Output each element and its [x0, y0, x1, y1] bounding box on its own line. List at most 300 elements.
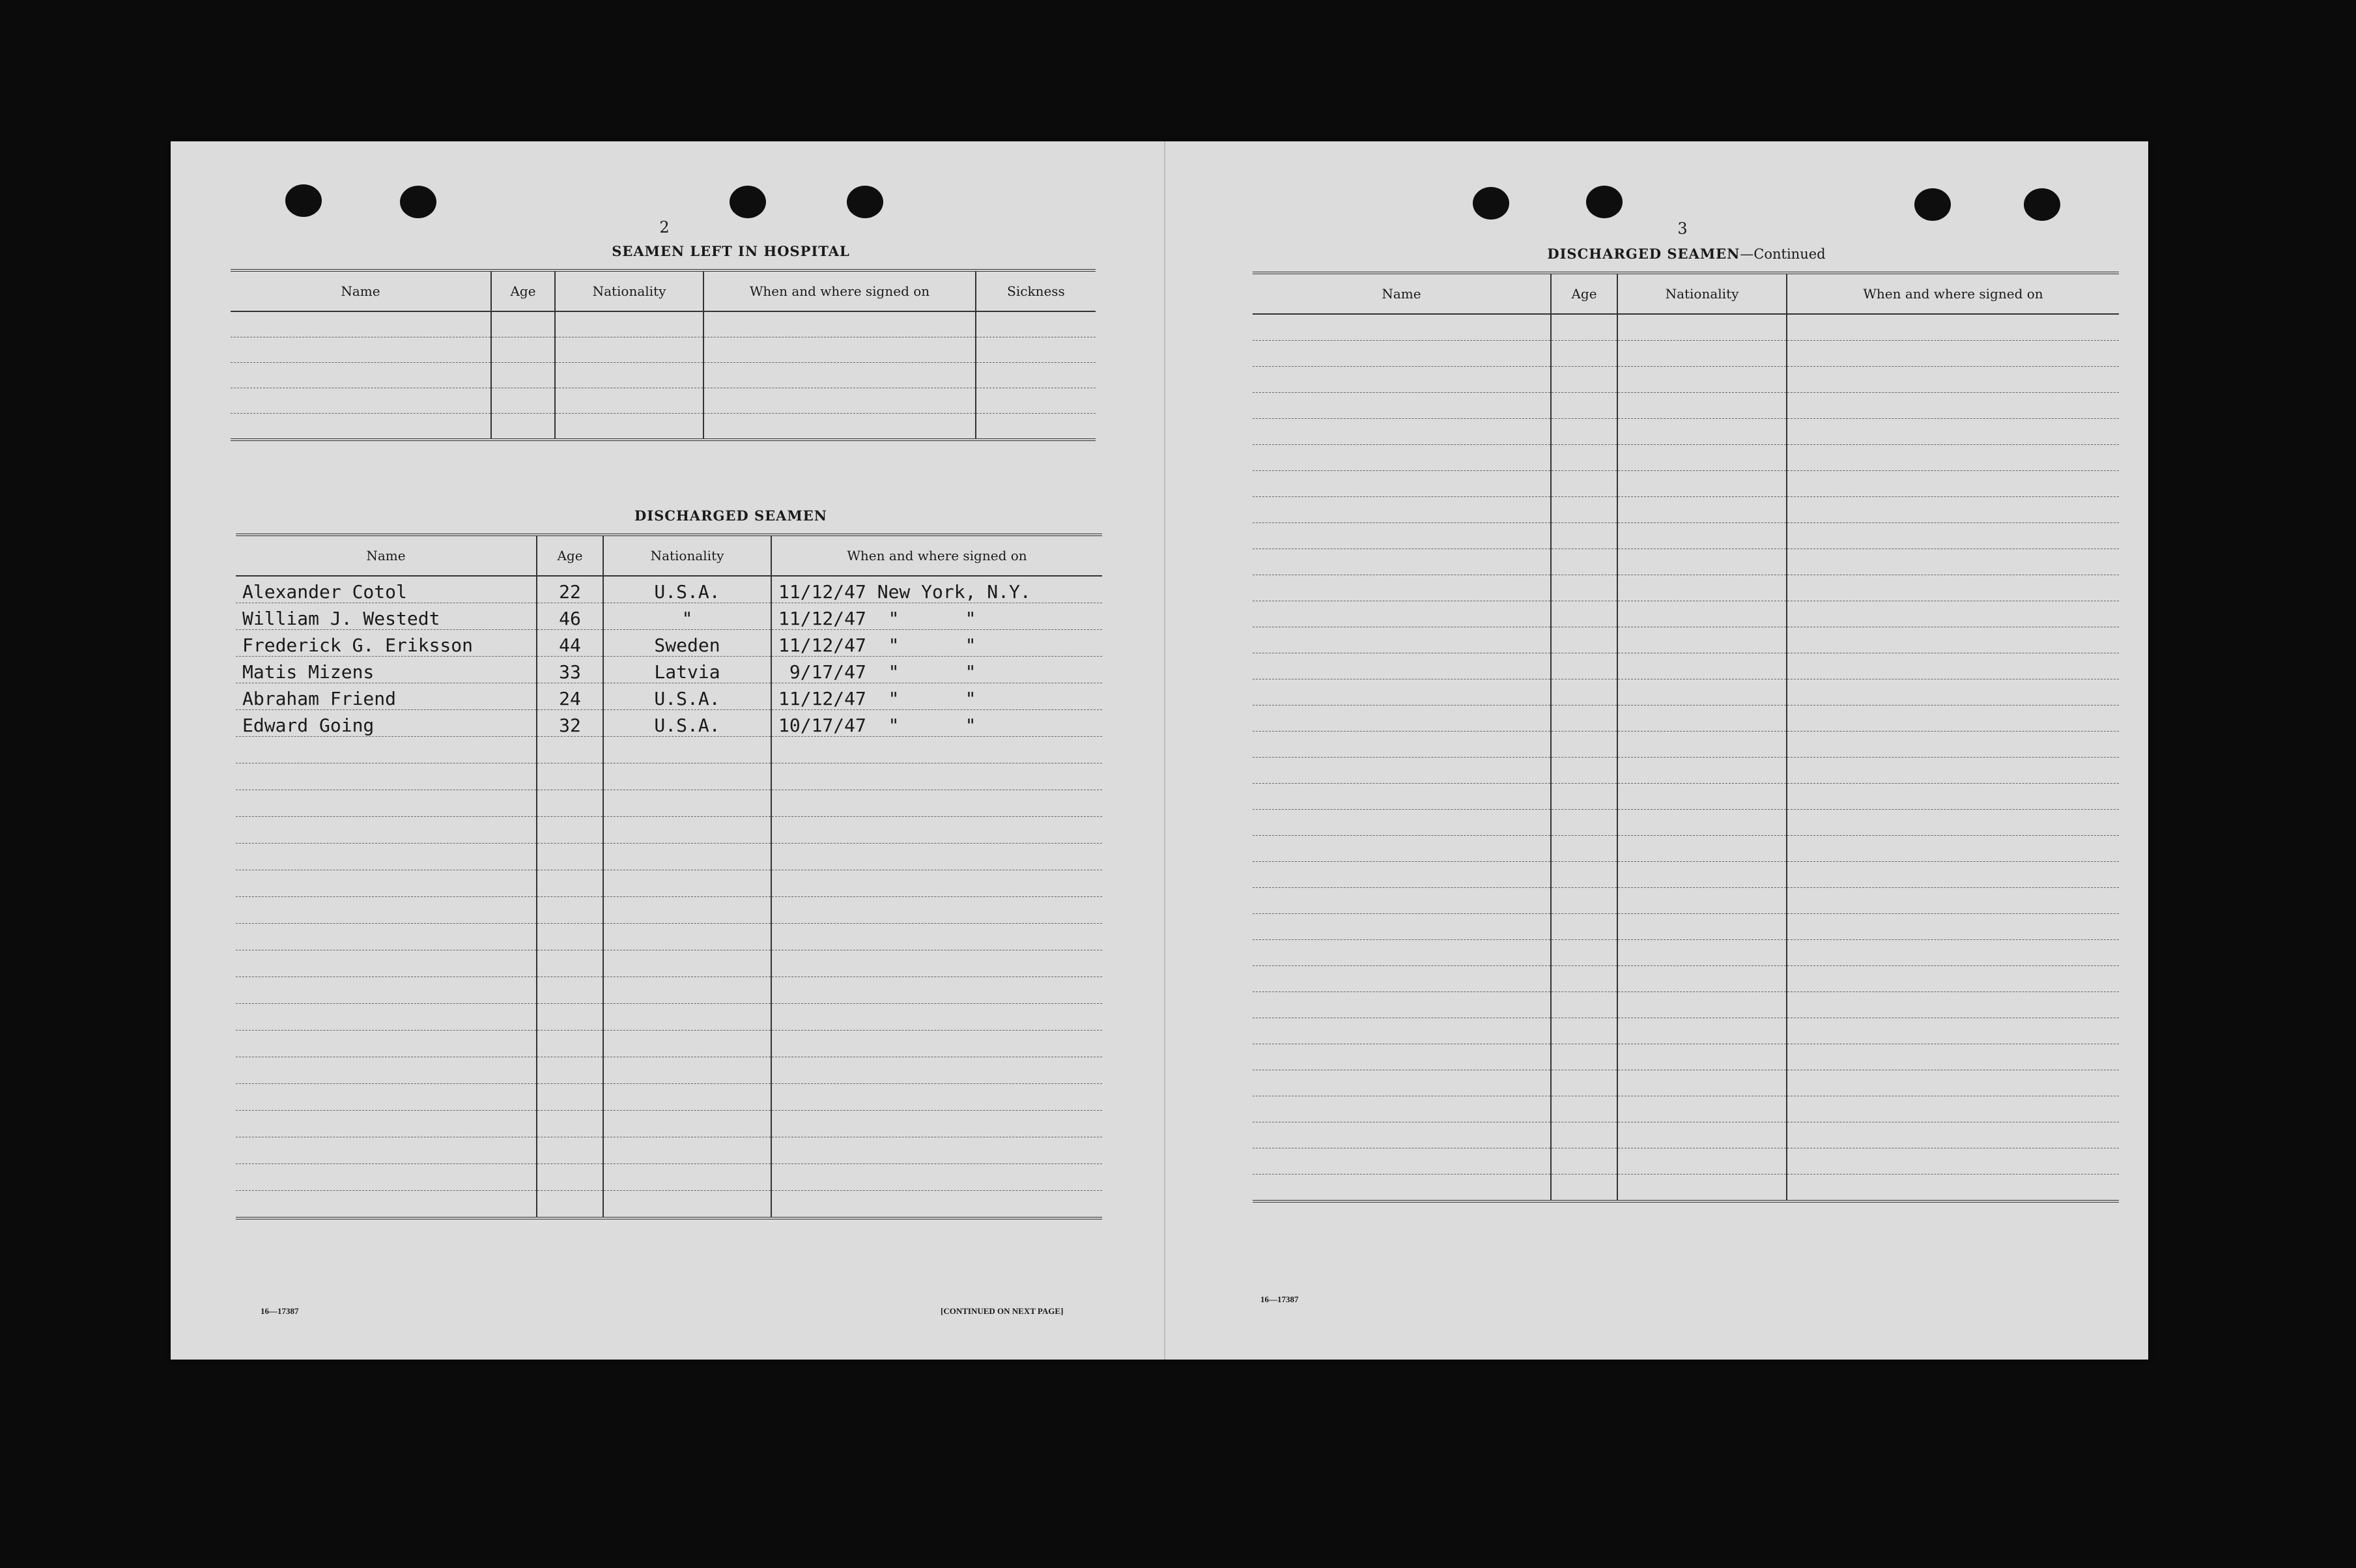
blank-cell: [603, 817, 771, 844]
blank-cell: [1617, 497, 1787, 523]
punch-hole: [1914, 188, 1951, 221]
blank-cell: [537, 1111, 603, 1137]
blank-cell: [231, 311, 491, 337]
blank-cell: [1253, 732, 1551, 758]
table-row: [236, 683, 1102, 710]
blank-row: [231, 414, 1096, 440]
blank-cell: [603, 1084, 771, 1111]
blank-row: [1253, 314, 2119, 341]
blank-cell: [1253, 1175, 1551, 1202]
punch-hole: [847, 186, 883, 218]
seaman-name: Matis Mizens: [236, 657, 537, 683]
blank-cell: [976, 311, 1096, 337]
blank-row: [236, 763, 1102, 790]
blank-row: [1253, 679, 2119, 706]
blank-cell: [1787, 653, 2119, 679]
blank-cell: [771, 1031, 1102, 1057]
blank-row: [236, 1164, 1102, 1191]
blank-cell: [703, 388, 976, 414]
blank-cell: [703, 414, 976, 440]
blank-row: [1253, 471, 2119, 497]
hospital-header-row: [231, 270, 1096, 311]
blank-cell: [703, 337, 976, 363]
blank-cell: [1617, 966, 1787, 992]
seaman-nationality: U.S.A.: [603, 576, 771, 603]
blank-row: [1253, 419, 2119, 445]
blank-cell: [555, 363, 703, 388]
right-heading-suffix: —Continued: [1740, 246, 1826, 262]
blank-cell: [1617, 549, 1787, 575]
blank-row: [1253, 966, 2119, 992]
blank-cell: [1253, 706, 1551, 732]
blank-cell: [603, 1191, 771, 1219]
document-spread: [171, 141, 2148, 1360]
blank-cell: [1617, 471, 1787, 497]
blank-row: [1253, 601, 2119, 627]
blank-cell: [1253, 341, 1551, 367]
blank-row: [236, 1111, 1102, 1137]
blank-cell: [1253, 1096, 1551, 1122]
blank-cell: [1551, 419, 1617, 445]
blank-row: [236, 1191, 1102, 1219]
right-heading: [1491, 246, 1882, 262]
blank-cell: [236, 790, 537, 817]
blank-cell: [1253, 940, 1551, 966]
blank-row: [236, 1137, 1102, 1164]
blank-cell: [537, 1084, 603, 1111]
blank-cell: [703, 311, 976, 337]
blank-cell: [1787, 966, 2119, 992]
blank-cell: [771, 870, 1102, 897]
blank-cell: [537, 1191, 603, 1219]
blank-cell: [1551, 653, 1617, 679]
seaman-name: William J. Westedt: [236, 603, 537, 630]
blank-cell: [555, 311, 703, 337]
blank-cell: [537, 790, 603, 817]
blank-cell: [1551, 784, 1617, 810]
blank-cell: [1551, 549, 1617, 575]
blank-cell: [976, 363, 1096, 388]
blank-cell: [603, 977, 771, 1004]
seaman-signed-on: 11/12/47 " ": [771, 630, 1102, 657]
blank-cell: [976, 388, 1096, 414]
punch-hole: [730, 186, 766, 218]
blank-row: [1253, 1096, 2119, 1122]
punch-hole: [400, 186, 436, 218]
blank-cell: [1787, 862, 2119, 888]
blank-cell: [537, 977, 603, 1004]
table-row: [236, 657, 1102, 683]
blank-cell: [491, 363, 555, 388]
seaman-age: 32: [537, 710, 603, 737]
blank-cell: [1617, 1096, 1787, 1122]
blank-cell: [1787, 367, 2119, 393]
blank-cell: [1253, 966, 1551, 992]
blank-row: [236, 1057, 1102, 1084]
blank-cell: [1787, 393, 2119, 419]
blank-cell: [1787, 419, 2119, 445]
form-number: 16—17387: [1260, 1294, 1299, 1304]
blank-row: [1253, 341, 2119, 367]
right-page: [1164, 141, 2150, 1360]
blank-cell: [1551, 966, 1617, 992]
blank-cell: [537, 950, 603, 977]
blank-cell: [537, 844, 603, 870]
blank-cell: [603, 1031, 771, 1057]
blank-row: [236, 790, 1102, 817]
seaman-age: 22: [537, 576, 603, 603]
blank-row: [1253, 627, 2119, 653]
blank-cell: [771, 790, 1102, 817]
blank-row: [1253, 575, 2119, 601]
blank-cell: [1617, 393, 1787, 419]
right-header-row: [1253, 273, 2119, 314]
blank-cell: [1617, 523, 1787, 549]
blank-cell: [1253, 653, 1551, 679]
blank-cell: [1253, 836, 1551, 862]
blank-cell: [1787, 314, 2119, 341]
seaman-age: 46: [537, 603, 603, 630]
blank-cell: [1787, 1096, 2119, 1122]
blank-cell: [1551, 706, 1617, 732]
blank-cell: [1617, 1018, 1787, 1044]
blank-cell: [603, 1164, 771, 1191]
blank-cell: [1787, 497, 2119, 523]
blank-row: [236, 1031, 1102, 1057]
blank-cell: [1617, 341, 1787, 367]
blank-cell: [1617, 575, 1787, 601]
column-header: Name: [231, 270, 491, 311]
blank-cell: [1617, 888, 1787, 914]
blank-cell: [231, 337, 491, 363]
blank-cell: [1617, 836, 1787, 862]
discharged-heading: DISCHARGED SEAMEN: [634, 507, 827, 524]
blank-cell: [1617, 601, 1787, 627]
page-number: 2: [659, 218, 670, 236]
blank-row: [1253, 992, 2119, 1018]
blank-cell: [1617, 1070, 1787, 1096]
blank-cell: [976, 414, 1096, 440]
blank-cell: [1551, 1044, 1617, 1070]
blank-cell: [771, 1057, 1102, 1084]
blank-cell: [1617, 862, 1787, 888]
blank-cell: [537, 924, 603, 950]
blank-cell: [1617, 367, 1787, 393]
blank-cell: [1253, 679, 1551, 706]
blank-cell: [1253, 992, 1551, 1018]
blank-cell: [603, 1004, 771, 1031]
blank-cell: [1551, 758, 1617, 784]
blank-cell: [603, 924, 771, 950]
seaman-age: 44: [537, 630, 603, 657]
blank-row: [1253, 706, 2119, 732]
blank-cell: [1551, 836, 1617, 862]
seaman-nationality: Latvia: [603, 657, 771, 683]
blank-cell: [771, 844, 1102, 870]
blank-cell: [1787, 471, 2119, 497]
blank-cell: [236, 1111, 537, 1137]
blank-row: [1253, 888, 2119, 914]
blank-row: [236, 844, 1102, 870]
left-page: [171, 141, 1164, 1360]
blank-row: [231, 337, 1096, 363]
blank-cell: [1551, 445, 1617, 471]
blank-cell: [1787, 914, 2119, 940]
blank-row: [236, 950, 1102, 977]
column-header: Age: [1551, 273, 1617, 314]
blank-cell: [1551, 341, 1617, 367]
blank-cell: [1617, 992, 1787, 1018]
seaman-name: Edward Going: [236, 710, 537, 737]
blank-cell: [1617, 314, 1787, 341]
blank-cell: [1617, 732, 1787, 758]
blank-cell: [236, 763, 537, 790]
blank-cell: [1253, 1018, 1551, 1044]
blank-row: [236, 870, 1102, 897]
column-header: When and where signed on: [1787, 273, 2119, 314]
blank-cell: [1787, 1044, 2119, 1070]
blank-row: [1253, 1175, 2119, 1202]
column-header: Nationality: [1617, 273, 1787, 314]
blank-row: [1253, 497, 2119, 523]
punch-hole: [1586, 186, 1623, 218]
blank-cell: [1617, 784, 1787, 810]
blank-cell: [1253, 393, 1551, 419]
blank-cell: [1787, 601, 2119, 627]
blank-cell: [1551, 732, 1617, 758]
blank-cell: [771, 737, 1102, 763]
seaman-nationality: U.S.A.: [603, 683, 771, 710]
blank-cell: [537, 1164, 603, 1191]
blank-cell: [1787, 706, 2119, 732]
blank-cell: [1787, 836, 2119, 862]
blank-cell: [1253, 1044, 1551, 1070]
blank-cell: [1551, 992, 1617, 1018]
blank-cell: [1253, 601, 1551, 627]
blank-cell: [603, 1137, 771, 1164]
seaman-signed-on: 9/17/47 " ": [771, 657, 1102, 683]
blank-cell: [236, 1191, 537, 1219]
table-row: [236, 576, 1102, 603]
blank-cell: [1253, 497, 1551, 523]
blank-cell: [1787, 1175, 2119, 1202]
blank-row: [236, 817, 1102, 844]
blank-cell: [491, 414, 555, 440]
blank-cell: [603, 790, 771, 817]
blank-cell: [771, 1004, 1102, 1031]
blank-row: [1253, 523, 2119, 549]
blank-cell: [1787, 1070, 2119, 1096]
blank-row: [236, 1084, 1102, 1111]
blank-cell: [1787, 732, 2119, 758]
blank-cell: [236, 1164, 537, 1191]
blank-cell: [976, 337, 1096, 363]
blank-cell: [603, 1111, 771, 1137]
blank-cell: [231, 414, 491, 440]
blank-row: [1253, 784, 2119, 810]
blank-cell: [236, 977, 537, 1004]
table-row: [236, 603, 1102, 630]
blank-cell: [771, 1111, 1102, 1137]
blank-cell: [771, 1084, 1102, 1111]
blank-cell: [555, 414, 703, 440]
blank-cell: [236, 1031, 537, 1057]
blank-cell: [1551, 914, 1617, 940]
blank-cell: [537, 897, 603, 924]
blank-row: [1253, 940, 2119, 966]
blank-cell: [771, 924, 1102, 950]
blank-cell: [537, 1137, 603, 1164]
column-header: Nationality: [603, 535, 771, 576]
blank-row: [1253, 836, 2119, 862]
blank-cell: [236, 737, 537, 763]
blank-cell: [1787, 784, 2119, 810]
blank-row: [1253, 549, 2119, 575]
blank-cell: [1253, 784, 1551, 810]
blank-cell: [236, 844, 537, 870]
blank-cell: [1617, 1148, 1787, 1175]
blank-cell: [1787, 523, 2119, 549]
table-row: [236, 710, 1102, 737]
blank-cell: [603, 1057, 771, 1084]
column-header: Name: [236, 535, 537, 576]
discharged-table: [236, 534, 1102, 1219]
blank-row: [1253, 810, 2119, 836]
seaman-age: 24: [537, 683, 603, 710]
blank-cell: [1787, 940, 2119, 966]
blank-row: [236, 924, 1102, 950]
blank-cell: [1253, 758, 1551, 784]
blank-cell: [236, 897, 537, 924]
blank-row: [1253, 1070, 2119, 1096]
blank-cell: [1551, 471, 1617, 497]
blank-cell: [1551, 367, 1617, 393]
blank-cell: [1253, 1148, 1551, 1175]
seaman-signed-on: 11/12/47 New York, N.Y.: [771, 576, 1102, 603]
blank-cell: [236, 870, 537, 897]
blank-cell: [1787, 1122, 2119, 1148]
blank-cell: [1617, 758, 1787, 784]
column-header: Nationality: [555, 270, 703, 311]
blank-cell: [603, 950, 771, 977]
blank-cell: [1617, 445, 1787, 471]
blank-cell: [537, 1057, 603, 1084]
blank-cell: [1551, 393, 1617, 419]
blank-cell: [1787, 992, 2119, 1018]
column-header: Sickness: [976, 270, 1096, 311]
blank-row: [231, 363, 1096, 388]
blank-cell: [771, 977, 1102, 1004]
blank-cell: [491, 337, 555, 363]
blank-row: [1253, 914, 2119, 940]
blank-cell: [1551, 1096, 1617, 1122]
blank-row: [231, 388, 1096, 414]
blank-row: [1253, 393, 2119, 419]
right-heading-title: DISCHARGED SEAMEN: [1547, 246, 1740, 262]
blank-cell: [1787, 758, 2119, 784]
blank-cell: [537, 1031, 603, 1057]
blank-cell: [1787, 1148, 2119, 1175]
column-header: Age: [537, 535, 603, 576]
blank-cell: [1617, 1122, 1787, 1148]
punch-hole: [285, 184, 322, 217]
blank-cell: [1617, 627, 1787, 653]
blank-cell: [236, 1004, 537, 1031]
blank-cell: [1253, 914, 1551, 940]
blank-cell: [1617, 914, 1787, 940]
blank-cell: [236, 1084, 537, 1111]
blank-cell: [1253, 1122, 1551, 1148]
blank-cell: [771, 1137, 1102, 1164]
blank-cell: [231, 388, 491, 414]
blank-cell: [1253, 627, 1551, 653]
blank-row: [1253, 1122, 2119, 1148]
blank-cell: [236, 817, 537, 844]
blank-cell: [1551, 1148, 1617, 1175]
blank-cell: [1253, 419, 1551, 445]
blank-cell: [491, 311, 555, 337]
blank-cell: [1253, 862, 1551, 888]
blank-cell: [771, 1191, 1102, 1219]
blank-cell: [603, 870, 771, 897]
blank-cell: [603, 763, 771, 790]
blank-row: [236, 977, 1102, 1004]
blank-row: [1253, 862, 2119, 888]
blank-row: [231, 311, 1096, 337]
blank-cell: [771, 817, 1102, 844]
blank-cell: [1787, 549, 2119, 575]
blank-row: [1253, 758, 2119, 784]
blank-cell: [1617, 810, 1787, 836]
blank-cell: [1617, 419, 1787, 445]
seaman-name: Alexander Cotol: [236, 576, 537, 603]
blank-cell: [1787, 1018, 2119, 1044]
blank-cell: [537, 1004, 603, 1031]
seaman-age: 33: [537, 657, 603, 683]
blank-cell: [1551, 862, 1617, 888]
blank-cell: [537, 737, 603, 763]
blank-cell: [1551, 1122, 1617, 1148]
blank-row: [236, 1004, 1102, 1031]
blank-cell: [1551, 497, 1617, 523]
seaman-name: Abraham Friend: [236, 683, 537, 710]
blank-cell: [491, 388, 555, 414]
blank-row: [1253, 732, 2119, 758]
page-number: 3: [1677, 220, 1688, 238]
blank-cell: [555, 388, 703, 414]
blank-row: [1253, 367, 2119, 393]
punch-hole: [2024, 188, 2060, 221]
blank-cell: [1617, 940, 1787, 966]
blank-cell: [1253, 445, 1551, 471]
blank-cell: [603, 737, 771, 763]
blank-cell: [771, 1164, 1102, 1191]
blank-row: [1253, 1148, 2119, 1175]
blank-row: [1253, 1018, 2119, 1044]
blank-row: [1253, 653, 2119, 679]
blank-cell: [1617, 1044, 1787, 1070]
blank-cell: [1253, 810, 1551, 836]
blank-cell: [1787, 445, 2119, 471]
blank-cell: [1253, 1070, 1551, 1096]
blank-cell: [537, 870, 603, 897]
punch-hole: [1473, 187, 1509, 220]
blank-cell: [231, 363, 491, 388]
blank-cell: [1617, 706, 1787, 732]
blank-cell: [537, 763, 603, 790]
blank-cell: [603, 897, 771, 924]
blank-cell: [1253, 471, 1551, 497]
